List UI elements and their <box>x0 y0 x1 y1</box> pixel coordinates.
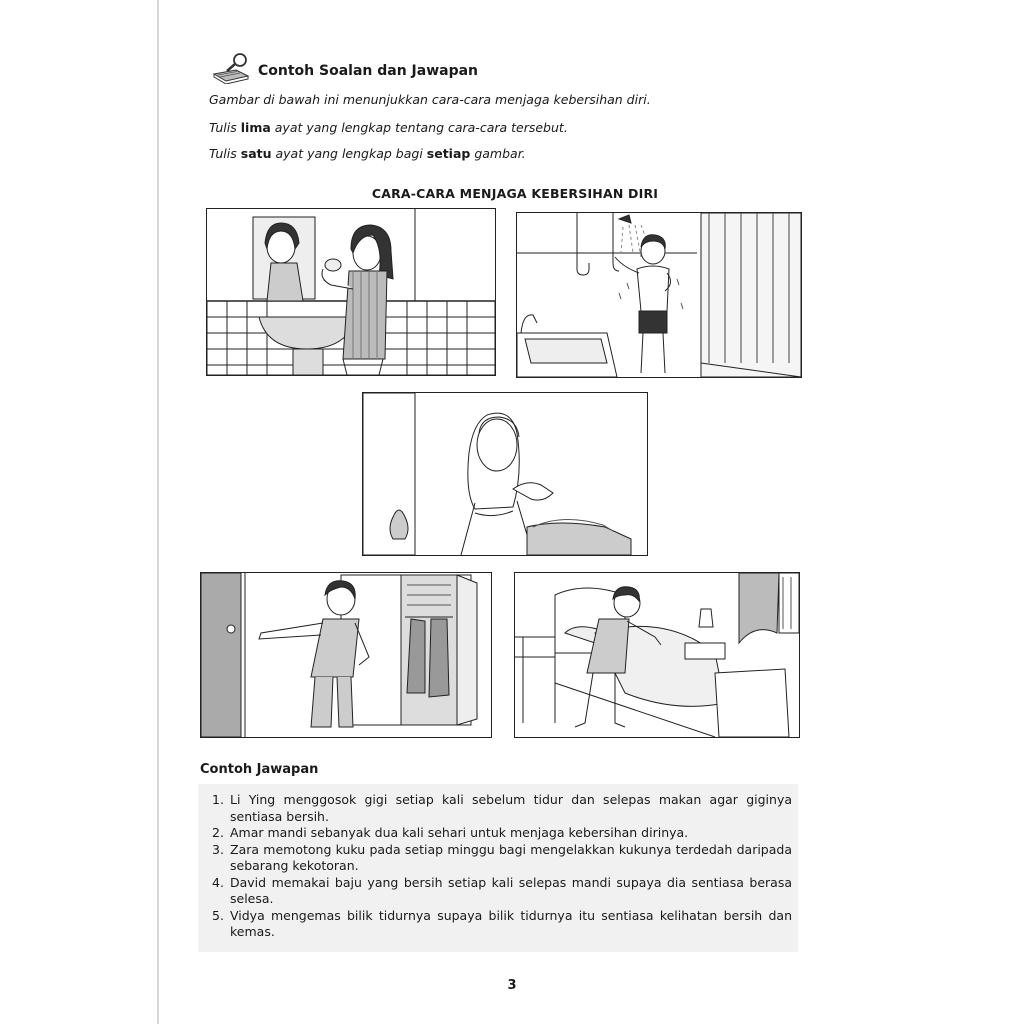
panel-wearing-clothes <box>200 572 492 738</box>
answers-list <box>212 792 792 941</box>
instr2-pre: Tulis <box>209 120 237 135</box>
answer-number: 1. <box>212 792 224 807</box>
answer-text: Amar mandi sebanyak dua kali sehari untuk menjaga kebersihan dirinya. <box>230 825 689 840</box>
answer-item <box>212 842 792 875</box>
instruction-line-1: Gambar di bawah ini menunjukkan cara-cara menjaga kebersihan diri. <box>209 92 651 107</box>
panel-cutting-nails <box>362 392 648 556</box>
answer-number: 4. <box>212 874 224 890</box>
panel-brushing-teeth <box>206 208 496 376</box>
answer-text: David memakai baju yang bersih setiap kali selepas mandi supaya dia sentiasa berasa selesa. <box>230 874 792 906</box>
answer-text: Zara memotong kuku pada setiap minggu bagi mengelakkan kukunya terdedah daripada sebarang kekotoran. <box>230 841 792 873</box>
answer-number: 2. <box>212 825 224 840</box>
instruction-line-3 <box>209 146 526 161</box>
section-title: Contoh Soalan dan Jawapan <box>258 63 479 79</box>
instr3-bold1: satu <box>240 146 272 161</box>
answer-item <box>212 792 792 825</box>
instr2-post: ayat yang lengkap tentang cara-cara tersebut. <box>274 120 568 135</box>
answer-text: Li Ying menggosok gigi setiap kali sebelum tidur dan selepas makan agar giginya sentiasa bersih. <box>230 792 792 824</box>
figure-title-text: CARA-CARA MENJAGA KEBERSIHAN DIRI <box>371 186 659 201</box>
panel-bathing <box>516 212 802 378</box>
answer-item <box>212 825 792 842</box>
instr3-mid: ayat yang lengkap bagi <box>275 146 423 161</box>
answer-text: Vidya mengemas bilik tidurnya supaya bilik tidurnya itu sentiasa kelihatan bersih dan kemas. <box>230 907 792 939</box>
instr3-post: gambar. <box>474 146 526 161</box>
page-number: 3 <box>507 978 517 993</box>
answer-item <box>212 875 792 908</box>
figure-title <box>0 186 1024 201</box>
answer-item <box>212 908 792 941</box>
page-edge <box>157 0 159 1024</box>
cutting-nails-illustration <box>363 393 647 555</box>
wearing-clothes-illustration <box>201 573 491 737</box>
answer-number: 3. <box>212 841 224 857</box>
instr3-pre: Tulis <box>209 146 237 161</box>
answer-number: 5. <box>212 907 224 923</box>
brushing-teeth-illustration <box>207 209 495 375</box>
answers-heading: Contoh Jawapan <box>200 762 319 777</box>
panel-making-bed <box>514 572 800 738</box>
instruction-line-2 <box>209 120 568 135</box>
bathing-illustration <box>517 213 801 377</box>
instr3-bold2: setiap <box>426 146 471 161</box>
section-header <box>210 50 478 84</box>
instr2-bold: lima <box>240 120 271 135</box>
making-bed-illustration <box>515 573 799 737</box>
magnifier-book-icon <box>210 50 256 84</box>
